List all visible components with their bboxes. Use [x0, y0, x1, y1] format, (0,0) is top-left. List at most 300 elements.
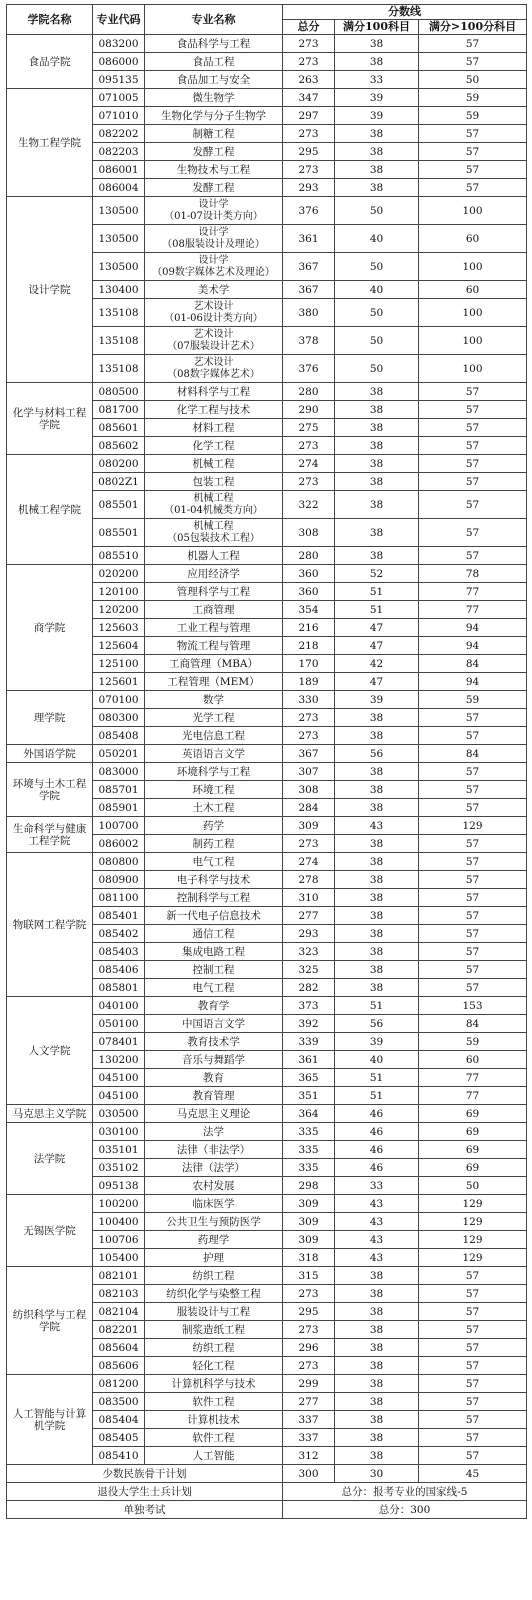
score-total: 273 [283, 709, 335, 727]
score-total: 275 [283, 419, 335, 437]
score-full100: 38 [335, 547, 419, 565]
major-name: 英语语言文学 [145, 745, 283, 763]
score-full100: 38 [335, 419, 419, 437]
score-full100: 46 [335, 1123, 419, 1141]
score-full100: 43 [335, 1249, 419, 1267]
score-total: 273 [283, 1321, 335, 1339]
score-full-over100: 57 [419, 781, 527, 799]
score-total: 360 [283, 565, 335, 583]
score-full-over100: 57 [419, 179, 527, 197]
score-full100: 38 [335, 727, 419, 745]
score-full-over100: 57 [419, 709, 527, 727]
score-full100: 38 [335, 781, 419, 799]
major-code: 080900 [93, 871, 145, 889]
score-total: 282 [283, 979, 335, 997]
major-name [145, 197, 283, 225]
score-full-over100: 57 [419, 799, 527, 817]
score-full100: 40 [335, 225, 419, 253]
score-total: 365 [283, 1069, 335, 1087]
score-full-over100: 57 [419, 547, 527, 565]
major-name: 人工智能 [145, 1447, 283, 1465]
table-row [7, 1105, 527, 1123]
major-name [145, 491, 283, 519]
score-full-over100: 57 [419, 853, 527, 871]
major-name: 药学 [145, 817, 283, 835]
score-full-over100: 57 [419, 943, 527, 961]
major-name: 物流工程与管理 [145, 637, 283, 655]
major-code: 125100 [93, 655, 145, 673]
major-code: 085901 [93, 799, 145, 817]
major-name: 工业工程与管理 [145, 619, 283, 637]
major-code: 135108 [93, 327, 145, 355]
major-code: 086001 [93, 161, 145, 179]
major-name: 制浆造纸工程 [145, 1321, 283, 1339]
score-full100: 38 [335, 979, 419, 997]
score-total: 335 [283, 1159, 335, 1177]
score-full-over100: 57 [419, 437, 527, 455]
score-full100: 38 [335, 889, 419, 907]
major-direction: （01-06设计类方向） [164, 312, 263, 324]
score-full100: 38 [335, 143, 419, 161]
score-table [6, 4, 527, 1519]
school-name: 化学与材料工程学院 [7, 383, 93, 455]
score-total: 284 [283, 799, 335, 817]
score-full-over100: 84 [419, 745, 527, 763]
score-total: 293 [283, 925, 335, 943]
score-full100: 38 [335, 763, 419, 781]
score-full100: 38 [335, 383, 419, 401]
major-code: 130500 [93, 225, 145, 253]
score-full100: 38 [335, 35, 419, 53]
score-total: 309 [283, 1213, 335, 1231]
major-code: 085501 [93, 519, 145, 547]
score-full-over100: 57 [419, 1303, 527, 1321]
score-total: 361 [283, 225, 335, 253]
score-full100: 38 [335, 53, 419, 71]
score-total: 323 [283, 943, 335, 961]
score-full-over100: 57 [419, 473, 527, 491]
score-full100: 38 [335, 1429, 419, 1447]
header-full100: 满分100科目 [335, 20, 419, 35]
score-full-over100: 50 [419, 71, 527, 89]
major-code: 135108 [93, 355, 145, 383]
major-code: 070100 [93, 691, 145, 709]
score-total: 312 [283, 1447, 335, 1465]
score-full-over100: 57 [419, 383, 527, 401]
major-name: 公共卫生与预防医学 [145, 1213, 283, 1231]
major-code: 085510 [93, 547, 145, 565]
score-full-over100: 57 [419, 835, 527, 853]
major-code: 081100 [93, 889, 145, 907]
major-name: 计算机科学与技术 [145, 1375, 283, 1393]
score-total: 378 [283, 327, 335, 355]
major-name: 通信工程 [145, 925, 283, 943]
score-full-over100: 69 [419, 1123, 527, 1141]
major-name: 法学 [145, 1123, 283, 1141]
score-full-over100: 57 [419, 1267, 527, 1285]
header-full-over100: 满分>100分科目 [419, 20, 527, 35]
score-full-over100: 77 [419, 601, 527, 619]
major-name: 食品加工与安全 [145, 71, 283, 89]
major-name-line1: 设计学 [198, 198, 229, 210]
score-total: 297 [283, 107, 335, 125]
table-row [7, 383, 527, 401]
score-full100: 39 [335, 107, 419, 125]
major-name: 纺织工程 [145, 1267, 283, 1285]
major-name: 轻化工程 [145, 1357, 283, 1375]
major-code: 100706 [93, 1231, 145, 1249]
school-name: 人工智能与计算机学院 [7, 1375, 93, 1465]
major-name: 机械工程 [145, 455, 283, 473]
score-full-over100: 57 [419, 161, 527, 179]
score-full-over100: 69 [419, 1105, 527, 1123]
major-name: 教育管理 [145, 1087, 283, 1105]
major-name: 材料工程 [145, 419, 283, 437]
score-full-over100: 77 [419, 1069, 527, 1087]
major-code: 045100 [93, 1087, 145, 1105]
score-total: 170 [283, 655, 335, 673]
score-full-over100: 57 [419, 143, 527, 161]
major-code: 125601 [93, 673, 145, 691]
score-full-over100: 100 [419, 299, 527, 327]
major-name: 管理科学与工程 [145, 583, 283, 601]
score-full-over100: 57 [419, 871, 527, 889]
score-full100: 38 [335, 455, 419, 473]
major-code: 083200 [93, 35, 145, 53]
major-code: 095135 [93, 71, 145, 89]
score-total: 273 [283, 473, 335, 491]
score-total: 310 [283, 889, 335, 907]
score-full100: 33 [335, 71, 419, 89]
score-full-over100: 57 [419, 1357, 527, 1375]
major-code: 085406 [93, 961, 145, 979]
score-full-over100: 77 [419, 583, 527, 601]
score-total: 295 [283, 1303, 335, 1321]
major-name: 应用经济学 [145, 565, 283, 583]
score-full100: 38 [335, 961, 419, 979]
school-name: 环境与土木工程学院 [7, 763, 93, 817]
score-full100: 43 [335, 1195, 419, 1213]
score-full-over100: 57 [419, 979, 527, 997]
score-full-over100: 60 [419, 281, 527, 299]
score-full-over100: 57 [419, 125, 527, 143]
major-name: 光电信息工程 [145, 727, 283, 745]
major-name: 工程管理（MEM） [145, 673, 283, 691]
table-body [7, 35, 527, 1465]
score-full100: 50 [335, 197, 419, 225]
major-code: 080800 [93, 853, 145, 871]
score-full-over100: 57 [419, 519, 527, 547]
major-code: 050100 [93, 1015, 145, 1033]
major-code: 125603 [93, 619, 145, 637]
score-total: 293 [283, 179, 335, 197]
score-full100: 38 [335, 871, 419, 889]
score-total: 273 [283, 125, 335, 143]
major-name [145, 355, 283, 383]
score-full100: 51 [335, 1087, 419, 1105]
score-total: 309 [283, 817, 335, 835]
major-name: 环境科学与工程 [145, 763, 283, 781]
major-name: 光学工程 [145, 709, 283, 727]
major-code: 085501 [93, 491, 145, 519]
score-full100: 51 [335, 997, 419, 1015]
score-full-over100: 57 [419, 1375, 527, 1393]
score-full100: 38 [335, 519, 419, 547]
major-name: 生物技术与工程 [145, 161, 283, 179]
table-row [7, 745, 527, 763]
score-total: 364 [283, 1105, 335, 1123]
score-full100: 46 [335, 1105, 419, 1123]
major-name [145, 253, 283, 281]
minority-s150: 45 [419, 1465, 527, 1483]
major-code: 085601 [93, 419, 145, 437]
major-name: 纺织化学与染整工程 [145, 1285, 283, 1303]
score-full-over100: 77 [419, 1087, 527, 1105]
score-full100: 51 [335, 583, 419, 601]
score-full100: 38 [335, 437, 419, 455]
header-school: 学院名称 [7, 5, 93, 35]
score-full100: 38 [335, 835, 419, 853]
score-full-over100: 60 [419, 225, 527, 253]
single-exam-label: 单独考试 [7, 1501, 283, 1519]
score-total: 347 [283, 89, 335, 107]
major-code: 080500 [93, 383, 145, 401]
minority-total: 300 [283, 1465, 335, 1483]
score-full-over100: 129 [419, 817, 527, 835]
major-code: 083000 [93, 763, 145, 781]
score-total: 354 [283, 601, 335, 619]
score-total: 273 [283, 727, 335, 745]
score-full100: 56 [335, 1015, 419, 1033]
major-name: 药理学 [145, 1231, 283, 1249]
score-total: 376 [283, 197, 335, 225]
score-full-over100: 59 [419, 691, 527, 709]
major-code: 020200 [93, 565, 145, 583]
score-full100: 38 [335, 401, 419, 419]
score-total: 325 [283, 961, 335, 979]
major-code: 082103 [93, 1285, 145, 1303]
score-full100: 50 [335, 355, 419, 383]
score-total: 273 [283, 53, 335, 71]
score-full100: 38 [335, 1285, 419, 1303]
single-exam-note: 总分：300 [283, 1501, 527, 1519]
major-name: 中国语言文学 [145, 1015, 283, 1033]
score-full100: 38 [335, 1321, 419, 1339]
score-full100: 50 [335, 299, 419, 327]
score-total: 318 [283, 1249, 335, 1267]
major-code: 130200 [93, 1051, 145, 1069]
minority-label: 少数民族骨干计划 [7, 1465, 283, 1483]
score-full-over100: 57 [419, 419, 527, 437]
veteran-label: 退役大学生士兵计划 [7, 1483, 283, 1501]
major-direction: （05包装技术工程） [167, 532, 260, 544]
score-total: 298 [283, 1177, 335, 1195]
major-name: 新一代电子信息技术 [145, 907, 283, 925]
major-code: 095138 [93, 1177, 145, 1195]
score-full-over100: 59 [419, 89, 527, 107]
school-name: 法学院 [7, 1123, 93, 1195]
score-full100: 47 [335, 637, 419, 655]
school-name: 生物工程学院 [7, 89, 93, 197]
major-name: 电子科学与技术 [145, 871, 283, 889]
score-total: 315 [283, 1267, 335, 1285]
score-full100: 47 [335, 619, 419, 637]
score-full100: 38 [335, 1447, 419, 1465]
score-total: 218 [283, 637, 335, 655]
score-total: 373 [283, 997, 335, 1015]
score-full100: 38 [335, 1339, 419, 1357]
major-name: 软件工程 [145, 1393, 283, 1411]
major-name-line1: 设计学 [198, 254, 229, 266]
major-code: 085402 [93, 925, 145, 943]
table-row [7, 853, 527, 871]
major-code: 086002 [93, 835, 145, 853]
score-full-over100: 69 [419, 1159, 527, 1177]
major-code: 120100 [93, 583, 145, 601]
score-total: 277 [283, 1393, 335, 1411]
score-total: 309 [283, 1231, 335, 1249]
major-code: 081200 [93, 1375, 145, 1393]
major-name: 软件工程 [145, 1429, 283, 1447]
score-total: 295 [283, 143, 335, 161]
major-name: 控制科学与工程 [145, 889, 283, 907]
score-total: 380 [283, 299, 335, 327]
school-name: 商学院 [7, 565, 93, 691]
score-full-over100: 57 [419, 907, 527, 925]
major-name-line1: 艺术设计 [193, 300, 234, 312]
major-direction: （07服装设计艺术） [167, 340, 260, 352]
major-code: 085401 [93, 907, 145, 925]
veteran-note: 总分：报考专业的国家线-5 [283, 1483, 527, 1501]
major-code: 083500 [93, 1393, 145, 1411]
score-total: 309 [283, 1195, 335, 1213]
major-code: 082202 [93, 125, 145, 143]
major-code: 085405 [93, 1429, 145, 1447]
score-total: 330 [283, 691, 335, 709]
major-name: 农村发展 [145, 1177, 283, 1195]
major-code: 085606 [93, 1357, 145, 1375]
score-full-over100: 57 [419, 763, 527, 781]
score-full-over100: 57 [419, 1339, 527, 1357]
table-row [7, 1375, 527, 1393]
header-code: 专业代码 [93, 5, 145, 35]
score-total: 376 [283, 355, 335, 383]
score-full-over100: 94 [419, 619, 527, 637]
score-total: 296 [283, 1339, 335, 1357]
score-full100: 40 [335, 1051, 419, 1069]
major-code: 085410 [93, 1447, 145, 1465]
score-full100: 38 [335, 1303, 419, 1321]
score-full100: 40 [335, 281, 419, 299]
score-full-over100: 153 [419, 997, 527, 1015]
major-code: 085604 [93, 1339, 145, 1357]
major-code: 040100 [93, 997, 145, 1015]
score-full-over100: 84 [419, 655, 527, 673]
score-total: 360 [283, 583, 335, 601]
score-total: 273 [283, 1285, 335, 1303]
score-total: 322 [283, 491, 335, 519]
score-full100: 43 [335, 817, 419, 835]
score-full100: 38 [335, 491, 419, 519]
major-code: 085801 [93, 979, 145, 997]
major-name: 电气工程 [145, 979, 283, 997]
score-full-over100: 69 [419, 1141, 527, 1159]
major-code: 130500 [93, 197, 145, 225]
score-full100: 33 [335, 1177, 419, 1195]
score-full100: 38 [335, 179, 419, 197]
school-name: 理学院 [7, 691, 93, 745]
score-full-over100: 129 [419, 1231, 527, 1249]
major-name: 集成电路工程 [145, 943, 283, 961]
header-score-line: 分数线 [283, 5, 527, 20]
score-full100: 38 [335, 709, 419, 727]
major-code: 086004 [93, 179, 145, 197]
score-full-over100: 94 [419, 637, 527, 655]
major-code: 100200 [93, 1195, 145, 1213]
major-name: 制糖工程 [145, 125, 283, 143]
major-code: 050201 [93, 745, 145, 763]
school-name: 马克思主义学院 [7, 1105, 93, 1123]
score-full-over100: 129 [419, 1195, 527, 1213]
score-full100: 38 [335, 1375, 419, 1393]
score-full100: 50 [335, 253, 419, 281]
major-name: 美术学 [145, 281, 283, 299]
major-code: 030500 [93, 1105, 145, 1123]
major-name: 教育学 [145, 997, 283, 1015]
major-code: 081700 [93, 401, 145, 419]
major-name: 护理 [145, 1249, 283, 1267]
score-full-over100: 57 [419, 925, 527, 943]
score-full100: 46 [335, 1159, 419, 1177]
table-row [7, 35, 527, 53]
major-code: 086000 [93, 53, 145, 71]
score-full-over100: 57 [419, 35, 527, 53]
score-total: 273 [283, 437, 335, 455]
major-code: 080300 [93, 709, 145, 727]
score-full-over100: 50 [419, 1177, 527, 1195]
major-name: 化学工程 [145, 437, 283, 455]
score-full-over100: 84 [419, 1015, 527, 1033]
major-code: 045100 [93, 1069, 145, 1087]
major-name: 土木工程 [145, 799, 283, 817]
score-full100: 38 [335, 1267, 419, 1285]
score-full100: 51 [335, 601, 419, 619]
score-full-over100: 57 [419, 727, 527, 745]
major-name: 音乐与舞蹈学 [145, 1051, 283, 1069]
major-code: 085404 [93, 1411, 145, 1429]
major-direction: （09数字媒体艺术及理论） [152, 266, 275, 278]
score-total: 308 [283, 781, 335, 799]
major-name: 数学 [145, 691, 283, 709]
school-name: 人文学院 [7, 997, 93, 1105]
major-code: 100700 [93, 817, 145, 835]
score-full100: 38 [335, 925, 419, 943]
score-total: 339 [283, 1033, 335, 1051]
score-full-over100: 57 [419, 1447, 527, 1465]
major-name [145, 519, 283, 547]
score-full-over100: 57 [419, 401, 527, 419]
major-code: 085403 [93, 943, 145, 961]
major-name: 纺织工程 [145, 1339, 283, 1357]
major-name: 教育技术学 [145, 1033, 283, 1051]
major-code: 030100 [93, 1123, 145, 1141]
score-total: 273 [283, 161, 335, 179]
major-name: 食品工程 [145, 53, 283, 71]
header-major: 专业名称 [145, 5, 283, 35]
score-full-over100: 57 [419, 1321, 527, 1339]
major-name: 生物化学与分子生物学 [145, 107, 283, 125]
school-name: 设计学院 [7, 197, 93, 383]
